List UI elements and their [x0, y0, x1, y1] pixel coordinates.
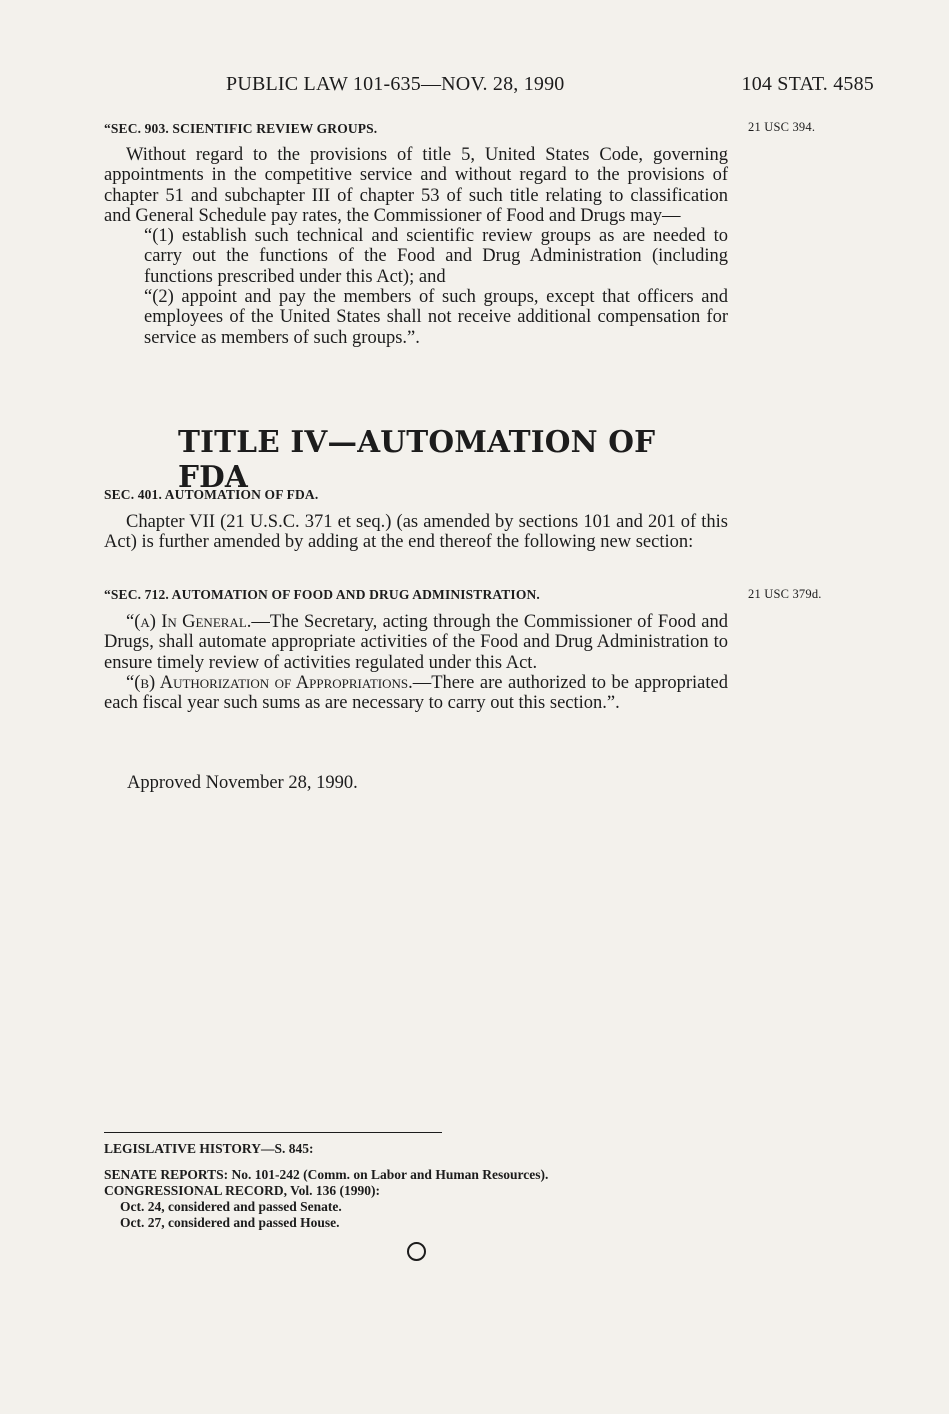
subsection-a-text: —The Secretary, acting through the Commissioner of Food and Drugs, shall automate appropriate activities of the Food and Drug Administration to ensure timely review of activities regulated under this Act. [104, 612, 728, 673]
approval-date: Approved November 28, 1990. [127, 773, 358, 793]
footnote-divider [104, 1132, 442, 1133]
legislative-history [104, 1141, 548, 1231]
subsection-b-text: —There are authorized to be appropriated each fiscal year such sums as are necessary to carry out this section.”. [104, 672, 728, 714]
title-iv-heading: TITLE IV—AUTOMATION OF FDA [178, 424, 656, 494]
header-law-citation: PUBLIC LAW 101-635—NOV. 28, 1990 [226, 73, 565, 95]
subsection-a-label: “(a) In General. [126, 612, 252, 632]
end-of-law-mark-icon [407, 1242, 426, 1261]
section-903-item-1-text: “(1) establish such technical and scientific review groups as are needed to carry out the functions of the Food and Drug Administration (including functions prescribed under this Act); and [144, 226, 728, 287]
section-903-item-2 [104, 287, 728, 348]
header-stat-page: 104 STAT. 4585 [741, 73, 874, 95]
congressional-record: CONGRESSIONAL RECORD, Vol. 136 (1990): [104, 1183, 381, 1198]
section-712-body [104, 612, 728, 713]
section-712-subsection-a [104, 612, 728, 673]
section-903-item-1 [104, 226, 728, 287]
section-903-intro: Without regard to the provisions of title 5, United States Code, governing appointments in the competitive service and without regard to the provisions of chapter 51 and subchapter III of chapter 53 of such title relating to classification and General Schedule pay rates, the Commissioner of Food and Drugs may— [104, 145, 728, 226]
section-903-body [104, 145, 728, 348]
margin-note-usc-379d: 21 USC 379d. [748, 587, 822, 601]
section-903-heading: “SEC. 903. SCIENTIFIC REVIEW GROUPS. [104, 121, 378, 136]
legislative-history-title: LEGISLATIVE HISTORY—S. 845: [104, 1141, 314, 1156]
margin-note-usc-394: 21 USC 394. [748, 120, 816, 134]
section-401-heading: SEC. 401. AUTOMATION OF FDA. [104, 487, 319, 502]
section-903-item-2-text: “(2) appoint and pay the members of such groups, except that officers and employees of the United States shall not receive additional compensation for service as members of such groups.”. [144, 287, 728, 348]
history-oct-24: Oct. 24, considered and passed Senate. [120, 1199, 342, 1214]
section-712-heading: “SEC. 712. AUTOMATION OF FOOD AND DRUG ADMINISTRATION. [104, 587, 540, 602]
running-header [226, 73, 874, 96]
subsection-b-label: “(b) Authorization of Appropriations. [126, 672, 413, 693]
section-401-body [104, 512, 728, 553]
history-oct-27: Oct. 27, considered and passed House. [120, 1215, 340, 1230]
senate-reports: SENATE REPORTS: No. 101-242 (Comm. on Labor and Human Resources). [104, 1167, 549, 1182]
section-712-subsection-b [104, 673, 728, 714]
section-401-text: Chapter VII (21 U.S.C. 371 et seq.) (as amended by sections 101 and 201 of this Act) is further amended by adding at the end thereof the following new section: [104, 512, 728, 553]
